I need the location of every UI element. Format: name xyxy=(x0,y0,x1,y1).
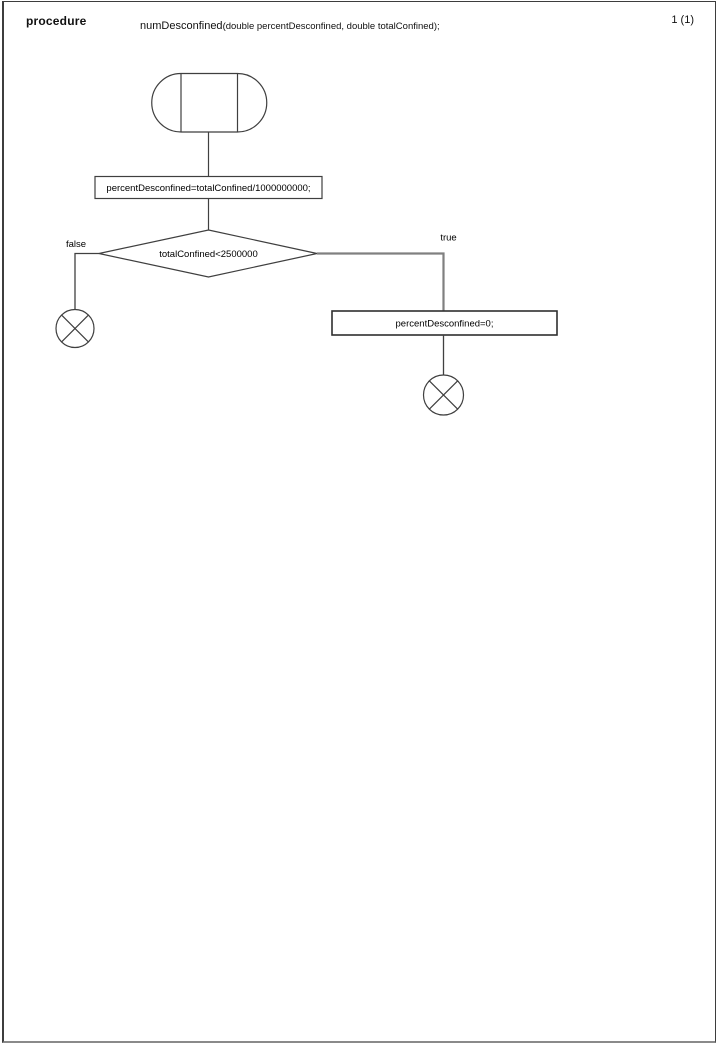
false-branch-label: false xyxy=(65,239,87,250)
terminator-true[interactable] xyxy=(424,375,464,415)
header-kind-label: procedure xyxy=(26,14,87,28)
connector-true-branch[interactable] xyxy=(317,254,444,312)
procedure-name: numDesconfined xyxy=(140,20,223,32)
decision-node[interactable] xyxy=(99,230,317,277)
terminator-false[interactable] xyxy=(56,310,94,348)
action2-node[interactable] xyxy=(332,311,557,335)
decision-label: totalConfined<2500000 xyxy=(159,249,258,260)
action2-label: percentDesconfined=0; xyxy=(395,318,494,330)
action1-label: percentDesconfined=totalConfined/1000000000; xyxy=(106,183,311,194)
true-branch-label: true xyxy=(440,232,457,244)
start-symbol[interactable] xyxy=(152,74,267,133)
start-symbol-outline[interactable] xyxy=(152,74,267,133)
action1-node[interactable] xyxy=(95,177,322,199)
page-number: 1 (1) xyxy=(671,14,694,26)
procedure-params: (double percentDesconfined, double totalConfined); xyxy=(222,21,440,32)
connector-false-branch[interactable] xyxy=(75,254,99,310)
